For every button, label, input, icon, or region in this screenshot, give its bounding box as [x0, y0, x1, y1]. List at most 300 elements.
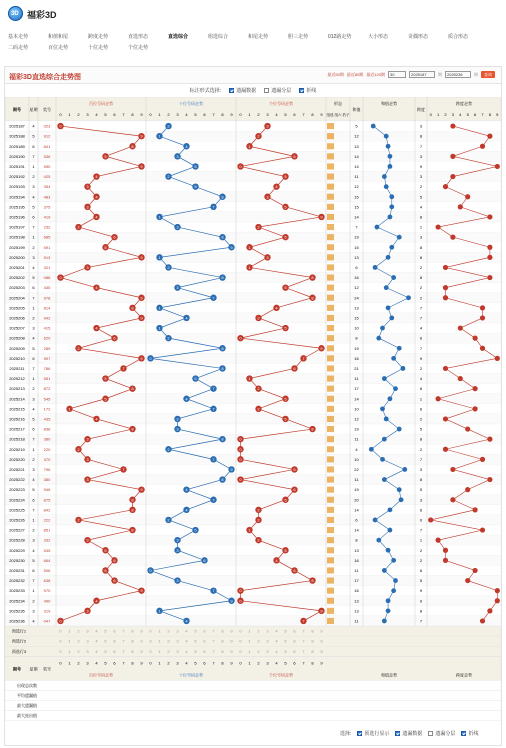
preselect-digit[interactable]: 7 — [302, 638, 305, 644]
preselect-digit[interactable]: 0 — [239, 638, 242, 644]
preselect-digit[interactable]: 3 — [266, 628, 269, 634]
preselect-digit[interactable]: 3 — [266, 648, 269, 654]
nav-item[interactable]: 大小形态 — [368, 34, 389, 40]
preselect-digit[interactable]: 0 — [59, 628, 62, 634]
row-span: 8 — [419, 254, 423, 260]
preselect-digit[interactable]: 7 — [302, 648, 305, 654]
preselect-digit[interactable]: 6 — [113, 648, 116, 654]
preselect-digit[interactable]: 2 — [77, 638, 80, 644]
checkbox-icon[interactable] — [395, 731, 400, 736]
header-form-col: 组六 — [334, 113, 342, 117]
u-ball-label: 0 — [239, 456, 242, 462]
preselect-digit[interactable]: 7 — [212, 638, 215, 644]
row-span: 3 — [419, 123, 423, 129]
preselect-digit[interactable]: 8 — [131, 648, 134, 654]
header-digit: 4 — [185, 112, 188, 117]
span-ball — [495, 588, 500, 593]
preselect-digit[interactable]: 5 — [104, 648, 107, 654]
t-ball-label: 1 — [158, 305, 161, 311]
t-ball-label: 8 — [221, 345, 224, 351]
span-ball — [450, 235, 455, 240]
nav-item[interactable]: 胆三走势 — [288, 34, 309, 40]
row-span: 2 — [419, 295, 423, 301]
period-tools — [327, 71, 495, 78]
row-span: 2 — [419, 285, 423, 291]
preselect-digit[interactable]: 1 — [68, 648, 71, 654]
row-issue: 2025212 — [9, 376, 25, 382]
preselect-digit[interactable]: 9 — [320, 638, 323, 644]
h-ball-label: 4 — [95, 598, 98, 604]
sum-ball — [386, 305, 391, 310]
preselect-digit[interactable]: 3 — [176, 638, 179, 644]
preselect-digit[interactable]: 2 — [167, 628, 170, 634]
row-sum: 10 — [354, 325, 359, 331]
h-ball-label: 4 — [95, 174, 98, 180]
preselect-digit[interactable]: 3 — [176, 648, 179, 654]
u-ball-label: 7 — [302, 355, 305, 361]
row-span: 5 — [419, 578, 423, 584]
preselect-digit[interactable]: 5 — [284, 638, 287, 644]
t-ball-label: 9 — [230, 466, 233, 472]
nav-item[interactable]: 个位走势 — [128, 45, 149, 51]
preselect-digit[interactable]: 6 — [113, 628, 116, 634]
row-award: 289 — [43, 345, 51, 351]
u-ball-label: 9 — [320, 214, 323, 220]
preselect-digit[interactable]: 8 — [221, 648, 224, 654]
span-ball — [450, 154, 455, 159]
row-award: 685 — [43, 234, 51, 240]
footer-header-digit: 5 — [194, 660, 197, 666]
table-row — [5, 121, 501, 131]
preselect-digit[interactable]: 6 — [293, 648, 296, 654]
preselect-digit[interactable]: 0 — [59, 638, 62, 644]
row-weekday: 5 — [32, 557, 35, 563]
form-marker — [327, 224, 334, 230]
preselect-digit[interactable]: 4 — [275, 638, 278, 644]
preselect-digit[interactable]: 8 — [131, 628, 134, 634]
u-ball-label: 5 — [284, 497, 287, 503]
nav-item[interactable]: 和尾走势 — [248, 34, 269, 40]
row-issue: 2025224 — [9, 497, 25, 503]
checkbox-icon[interactable] — [299, 88, 304, 93]
row-issue: 2025217 — [9, 426, 25, 432]
row-weekday: 1 — [32, 588, 35, 594]
table-row — [5, 586, 501, 596]
header-form: 形态 — [334, 101, 342, 106]
preselect-digit[interactable]: 5 — [104, 628, 107, 634]
preselect-digit[interactable]: 4 — [95, 628, 98, 634]
row-sum: 12 — [354, 416, 359, 422]
u-ball-label: 4 — [275, 305, 278, 311]
checkbox-icon[interactable] — [264, 88, 269, 93]
u-ball-label: 8 — [311, 275, 314, 281]
sum-ball — [382, 437, 387, 442]
preselect-digit[interactable]: 4 — [185, 628, 188, 634]
nav-item[interactable]: 二码走势 — [8, 45, 29, 51]
sum-ball — [397, 427, 402, 432]
preselect-digit[interactable]: 8 — [311, 648, 314, 654]
sum-ball — [393, 578, 398, 583]
preselect-digit[interactable]: 0 — [59, 648, 62, 654]
row-span: 3 — [419, 153, 423, 159]
preselect-digit[interactable]: 5 — [284, 648, 287, 654]
option-missing-data[interactable] — [229, 87, 256, 94]
preselect-digit[interactable]: 9 — [230, 628, 233, 634]
footer-header-digit: 3 — [86, 660, 89, 666]
period-count-select[interactable]: 30 — [388, 71, 406, 78]
nav-item[interactable]: 012路走势 — [328, 34, 352, 40]
preselect-digit[interactable]: 2 — [77, 648, 80, 654]
preselect-digit[interactable]: 5 — [194, 638, 197, 644]
preselect-digit[interactable]: 7 — [122, 648, 125, 654]
row-issue: 2025211 — [9, 365, 25, 371]
footer-option-layer[interactable] — [428, 730, 455, 737]
preselect-label: 预选行3 — [11, 648, 27, 654]
h-ball-label: 2 — [77, 517, 80, 523]
footer-option-preselect[interactable] — [357, 730, 389, 737]
preselect-digit[interactable]: 6 — [203, 648, 206, 654]
u-ball-label: 0 — [239, 436, 242, 442]
header-digit: 1 — [158, 112, 161, 117]
preselect-digit[interactable]: 2 — [257, 638, 260, 644]
row-sum: 19 — [354, 426, 359, 432]
checkbox-icon[interactable] — [357, 731, 362, 736]
span-ball — [436, 538, 441, 543]
preselect-digit[interactable]: 8 — [311, 628, 314, 634]
row-sum: 8 — [355, 335, 358, 341]
nav-item[interactable]: 直选综合 — [168, 34, 189, 40]
preselect-digit[interactable]: 5 — [194, 648, 197, 654]
preselect-digit[interactable]: 8 — [221, 628, 224, 634]
row-issue: 2025213 — [9, 386, 25, 392]
table-row — [5, 131, 501, 141]
sum-ball — [402, 467, 407, 472]
t-ball-label: 5 — [194, 376, 197, 382]
checkbox-icon[interactable] — [428, 731, 433, 736]
preselect-digit[interactable]: 4 — [95, 648, 98, 654]
row-weekday: 7 — [32, 507, 35, 513]
form-marker — [327, 295, 334, 301]
preselect-digit[interactable]: 7 — [122, 628, 125, 634]
recent-80-link[interactable]: 最近80期 — [346, 71, 364, 77]
row-span: 8 — [419, 436, 423, 442]
preselect-digit[interactable]: 9 — [140, 628, 143, 634]
form-marker — [327, 325, 334, 331]
row-sum: 12 — [354, 133, 359, 139]
recent-50-link[interactable]: 最近50期 — [327, 71, 344, 77]
form-marker — [327, 557, 334, 563]
preselect-digit[interactable]: 5 — [104, 638, 107, 644]
header-digit: 5 — [284, 112, 287, 117]
row-weekday: 3 — [32, 325, 35, 331]
preselect-digit[interactable]: 1 — [68, 628, 71, 634]
preselect-digit[interactable]: 3 — [176, 628, 179, 634]
u-ball-label: 3 — [266, 254, 269, 260]
row-award: 946 — [43, 487, 51, 493]
preselect-digit[interactable]: 3 — [86, 638, 89, 644]
query-button[interactable]: 查询 — [481, 71, 495, 78]
footer-header-digit: 5 — [284, 660, 287, 666]
t-ball-label: 1 — [158, 608, 161, 614]
footer-header-digit: 6 — [113, 660, 116, 666]
row-issue: 2025233 — [9, 588, 25, 594]
t-ball-label: 8 — [221, 275, 224, 281]
u-ball-label: 5 — [284, 174, 287, 180]
form-marker — [327, 487, 334, 493]
row-sum: 5 — [355, 123, 358, 129]
nav-item[interactable]: 和值和尾 — [48, 34, 69, 40]
span-ball — [473, 507, 478, 512]
preselect-digit[interactable]: 4 — [95, 638, 98, 644]
preselect-digit[interactable]: 7 — [122, 638, 125, 644]
footer-option-polyline[interactable] — [461, 730, 478, 737]
checkbox-icon[interactable] — [461, 731, 466, 736]
preselect-digit[interactable]: 0 — [239, 628, 242, 634]
preselect-digit[interactable]: 1 — [248, 638, 251, 644]
row-sum: 19 — [354, 345, 359, 351]
preselect-digit[interactable]: 4 — [275, 628, 278, 634]
u-ball-label: 1 — [248, 244, 251, 250]
u-ball-label: 5 — [284, 416, 287, 422]
footer-options — [340, 730, 478, 737]
preselect-digit[interactable]: 6 — [293, 638, 296, 644]
checkbox-icon[interactable] — [229, 88, 234, 93]
row-issue: 2025216 — [9, 416, 25, 422]
form-marker — [327, 396, 334, 402]
nav-item[interactable]: 跨度走势 — [88, 34, 109, 40]
annotation-options — [5, 85, 501, 96]
row-sum: 7 — [355, 224, 358, 230]
u-ball-label: 0 — [239, 335, 242, 341]
row-issue: 2025204 — [9, 295, 25, 301]
span-ball — [480, 527, 485, 532]
span-ball — [480, 315, 485, 320]
u-ball-label: 2 — [257, 517, 260, 523]
preselect-digit[interactable]: 5 — [284, 628, 287, 634]
row-issue: 2025189 — [9, 143, 25, 149]
header-digit: 3 — [86, 112, 89, 117]
preselect-digit[interactable]: 7 — [302, 628, 305, 634]
form-marker — [327, 537, 334, 543]
h-ball-label: 5 — [104, 244, 107, 250]
preselect-digit[interactable]: 6 — [203, 628, 206, 634]
row-weekday: 4 — [32, 264, 35, 270]
h-ball-label: 5 — [104, 396, 107, 402]
preselect-digit[interactable]: 6 — [293, 628, 296, 634]
row-sum: 14 — [354, 507, 359, 513]
row-award: 425 — [43, 174, 51, 180]
span-ball — [465, 194, 470, 199]
t-ball-label: 7 — [212, 295, 215, 301]
row-weekday: 3 — [32, 466, 35, 472]
t-ball-label: 5 — [194, 527, 197, 533]
t-ball-label: 3 — [176, 416, 179, 422]
preselect-digit[interactable]: 6 — [203, 638, 206, 644]
row-span: 2 — [419, 547, 423, 553]
row-weekday: 5 — [32, 487, 35, 493]
preselect-digit[interactable]: 3 — [86, 628, 89, 634]
preselect-digit[interactable]: 7 — [212, 628, 215, 634]
row-award: 913 — [43, 254, 51, 260]
row-sum: 13 — [354, 254, 359, 260]
preselect-digit[interactable]: 0 — [149, 638, 152, 644]
sum-ball — [382, 568, 387, 573]
footer-header-tens: 十位号码走势 — [179, 672, 203, 678]
span-ball — [480, 618, 485, 623]
row-weekday: 6 — [32, 426, 35, 432]
footer-option-missing[interactable] — [395, 730, 422, 737]
u-ball-label: 9 — [320, 608, 323, 614]
site-title[interactable]: 福彩3D — [27, 10, 57, 20]
option-missing-layer[interactable] — [264, 87, 291, 94]
from-issue-input[interactable]: 2025187 — [409, 71, 435, 78]
nav-item[interactable]: 直选形态 — [128, 34, 149, 40]
row-sum: 4 — [355, 446, 358, 452]
preselect-digit[interactable]: 7 — [212, 648, 215, 654]
preselect-digit[interactable]: 9 — [230, 638, 233, 644]
footer-header-digit: 9 — [230, 660, 233, 666]
table-row — [5, 363, 501, 373]
sum-ball — [375, 225, 380, 230]
t-ball-label: 3 — [176, 537, 179, 543]
row-span: 7 — [419, 315, 423, 321]
u-ball-label: 2 — [257, 315, 260, 321]
row-award: 375 — [43, 204, 51, 210]
preselect-digit[interactable]: 2 — [257, 648, 260, 654]
row-weekday: 2 — [32, 244, 35, 250]
span-ball — [443, 558, 448, 563]
preselect-digit[interactable]: 1 — [248, 628, 251, 634]
option-label: 预选行显示 — [364, 731, 390, 737]
to-issue-input[interactable]: 2025236 — [445, 71, 471, 78]
row-weekday: 7 — [32, 295, 35, 301]
option-polyline[interactable] — [299, 87, 316, 94]
row-weekday: 6 — [32, 214, 35, 220]
footer-header-digit: 3 — [176, 660, 179, 666]
t-ball-label: 4 — [185, 487, 188, 493]
preselect-digit[interactable]: 0 — [149, 648, 152, 654]
u-ball-label: 0 — [239, 598, 242, 604]
h-ball-label: 8 — [131, 143, 134, 149]
row-sum: 11 — [354, 376, 359, 382]
preselect-digit[interactable]: 3 — [86, 648, 89, 654]
row-sum: 16 — [354, 355, 359, 361]
t-ball-label: 4 — [185, 143, 188, 149]
preselect-label: 预选行1 — [11, 628, 27, 634]
stats-row — [5, 711, 501, 721]
preselect-digit[interactable]: 2 — [167, 638, 170, 644]
header-digit: 3 — [176, 112, 179, 117]
sum-ball — [386, 255, 391, 260]
row-award: 380 — [43, 477, 51, 483]
header-digit: 0 — [149, 112, 152, 117]
nav-item[interactable]: 百位走势 — [48, 45, 69, 51]
preselect-digit[interactable]: 0 — [149, 628, 152, 634]
row-issue: 2025225 — [9, 507, 25, 513]
form-marker — [327, 567, 334, 573]
row-span: 8 — [419, 214, 423, 220]
preselect-digit[interactable]: 4 — [185, 638, 188, 644]
header-span-digit: 7 — [481, 112, 484, 117]
nav-item[interactable]: 奇偶形态 — [408, 34, 429, 40]
preselect-digit[interactable]: 6 — [113, 638, 116, 644]
row-weekday: 3 — [32, 254, 35, 260]
preselect-digit[interactable]: 2 — [167, 648, 170, 654]
sum-ball — [386, 608, 391, 613]
t-ball-label: 2 — [167, 123, 170, 129]
preselect-digit[interactable]: 8 — [221, 638, 224, 644]
table-row — [5, 212, 501, 222]
row-award: 978 — [43, 295, 51, 301]
row-issue: 2025197 — [9, 224, 25, 230]
row-issue: 2025191 — [9, 163, 25, 169]
preselect-digit[interactable]: 2 — [257, 628, 260, 634]
preselect-digit[interactable]: 9 — [320, 648, 323, 654]
header-weekday: 星期 — [29, 107, 38, 112]
row-weekday: 7 — [32, 153, 35, 159]
row-issue: 2025219 — [9, 446, 25, 452]
preselect-digit[interactable]: 1 — [158, 628, 161, 634]
span-ball — [450, 497, 455, 502]
preselect-digit[interactable]: 4 — [275, 648, 278, 654]
t-ball-label: 2 — [167, 174, 170, 180]
preselect-digit[interactable]: 9 — [320, 628, 323, 634]
preselect-digit[interactable]: 1 — [68, 638, 71, 644]
logo-icon[interactable] — [8, 6, 23, 21]
row-issue: 2025222 — [9, 477, 25, 483]
preselect-digit[interactable]: 3 — [266, 638, 269, 644]
preselect-digit[interactable]: 1 — [158, 648, 161, 654]
form-marker — [327, 477, 334, 483]
nav-item[interactable]: 质合形态 — [448, 34, 469, 40]
preselect-digit[interactable]: 0 — [239, 648, 242, 654]
header-digit: 9 — [320, 112, 323, 117]
header-digit: 1 — [248, 112, 251, 117]
preselect-digit[interactable]: 1 — [248, 648, 251, 654]
preselect-digit[interactable]: 2 — [77, 628, 80, 634]
stats-label: 出现总次数 — [17, 682, 37, 688]
row-weekday: 2 — [32, 598, 35, 604]
preselect-digit[interactable]: 5 — [194, 628, 197, 634]
nav-item[interactable]: 基本走势 — [8, 34, 29, 40]
preselect-digit[interactable]: 9 — [140, 648, 143, 654]
t-ball-label: 7 — [212, 406, 215, 412]
row-sum: 6 — [355, 264, 358, 270]
u-ball-label: 2 — [257, 133, 260, 139]
form-marker — [327, 123, 334, 129]
preselect-digit[interactable]: 9 — [230, 648, 233, 654]
header-span: 跨度 — [417, 107, 425, 112]
row-award: 506 — [43, 567, 51, 573]
h-ball-label: 3 — [86, 436, 89, 442]
preselect-digit[interactable]: 1 — [158, 638, 161, 644]
nav-item[interactable]: 组选综合 — [208, 34, 229, 40]
sum-ball — [384, 134, 389, 139]
sum-ball — [401, 366, 406, 371]
h-ball-label: 8 — [131, 305, 134, 311]
preselect-digit[interactable]: 4 — [185, 648, 188, 654]
nav-item[interactable]: 十位走势 — [88, 45, 109, 51]
row-award: 370 — [43, 456, 51, 462]
preselect-digit[interactable]: 8 — [131, 638, 134, 644]
row-award: 786 — [43, 365, 51, 371]
preselect-digit[interactable]: 8 — [311, 638, 314, 644]
header-span-trend: 跨度走势 — [456, 101, 472, 106]
preselect-digit[interactable]: 9 — [140, 638, 143, 644]
row-issue: 2025208 — [9, 335, 25, 341]
recent-120-link[interactable]: 最近120期 — [366, 71, 385, 77]
span-ball — [443, 295, 448, 300]
